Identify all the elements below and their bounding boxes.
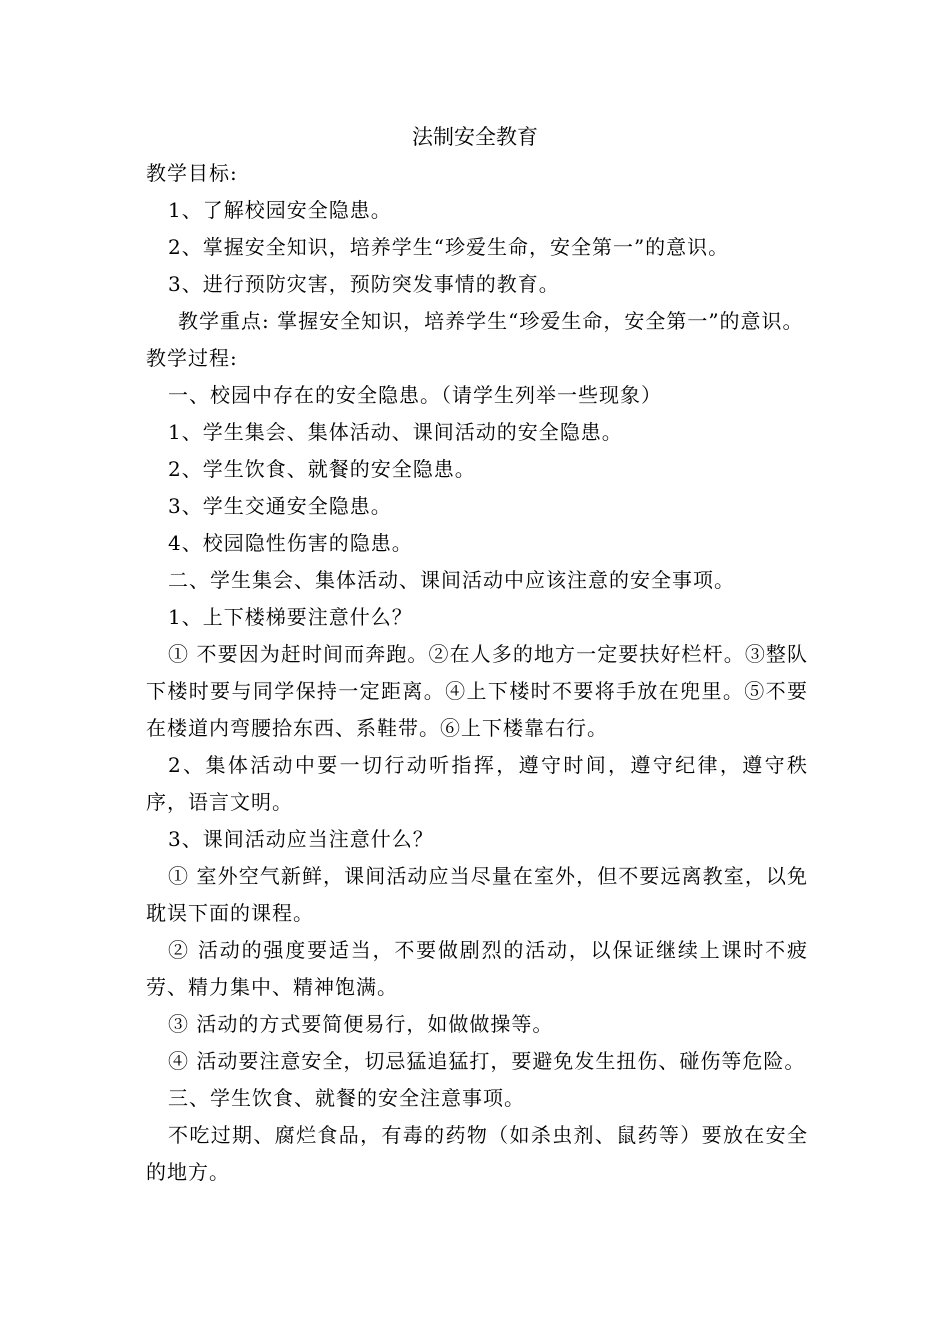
- process-heading-3: 三、学生饮食、就餐的安全注意事项。: [168, 1086, 525, 1110]
- paragraph: 2、集体活动中要一切行动听指挥，遵守时间，遵守纪律，遵守秩序，语言文明。: [146, 753, 808, 814]
- paragraph: ④ 活动要注意安全，切忌猛追猛打，要避免发生扭伤、碰伤等危险。: [168, 1049, 806, 1073]
- paragraph: ② 活动的强度要适当，不要做剧烈的活动，以保证继续上课时不疲劳、精力集中、精神饱满。: [146, 938, 808, 999]
- objective-item: 3、进行预防灾害，预防突发事情的教育。: [168, 272, 560, 296]
- paragraph: ③ 活动的方式要简便易行，如做做操等。: [168, 1012, 554, 1036]
- list-item: 1、学生集会、集体活动、课间活动的安全隐患。: [168, 420, 623, 444]
- list-item: 3、课间活动应当注意什么？: [168, 827, 434, 851]
- paragraph: ① 室外空气新鲜，课间活动应当尽量在室外，但不要远离教室，以免耽误下面的课程。: [146, 864, 808, 925]
- objective-item: 1、了解校园安全隐患。: [168, 198, 392, 222]
- objective-item: 2、掌握安全知识，培养学生“珍爱生命，安全第一”的意识。: [168, 235, 730, 259]
- teaching-focus: 教学重点: 掌握安全知识，培养学生“珍爱生命，安全第一”的意识。: [178, 309, 804, 333]
- list-item: 1、上下楼梯要注意什么？: [168, 605, 413, 629]
- paragraph: ① 不要因为赶时间而奔跑。②在人多的地方一定要扶好栏杆。③整队下楼时要与同学保持一定距离。④上下楼时不要将手放在兜里。⑤不要在楼道内弯腰拾东西、系鞋带。⑥上下楼靠右行。: [146, 642, 808, 740]
- section-heading-process: 教学过程:: [146, 346, 238, 370]
- list-item: 3、学生交通安全隐患。: [168, 494, 392, 518]
- list-item: 2、学生饮食、就餐的安全隐患。: [168, 457, 476, 481]
- list-item: 4、校园隐性伤害的隐患。: [168, 531, 413, 555]
- process-heading-1: 一、校园中存在的安全隐患。（请学生列举一些现象）: [168, 383, 662, 407]
- document-body: [146, 155, 808, 1191]
- section-heading-objectives: 教学目标:: [146, 161, 238, 185]
- process-heading-2: 二、学生集会、集体活动、课间活动中应该注意的安全事项。: [168, 568, 735, 592]
- paragraph: 不吃过期、腐烂食品，有毒的药物（如杀虫剂、鼠药等）要放在安全的地方。: [146, 1123, 808, 1184]
- document-title: 法制安全教育: [412, 125, 538, 149]
